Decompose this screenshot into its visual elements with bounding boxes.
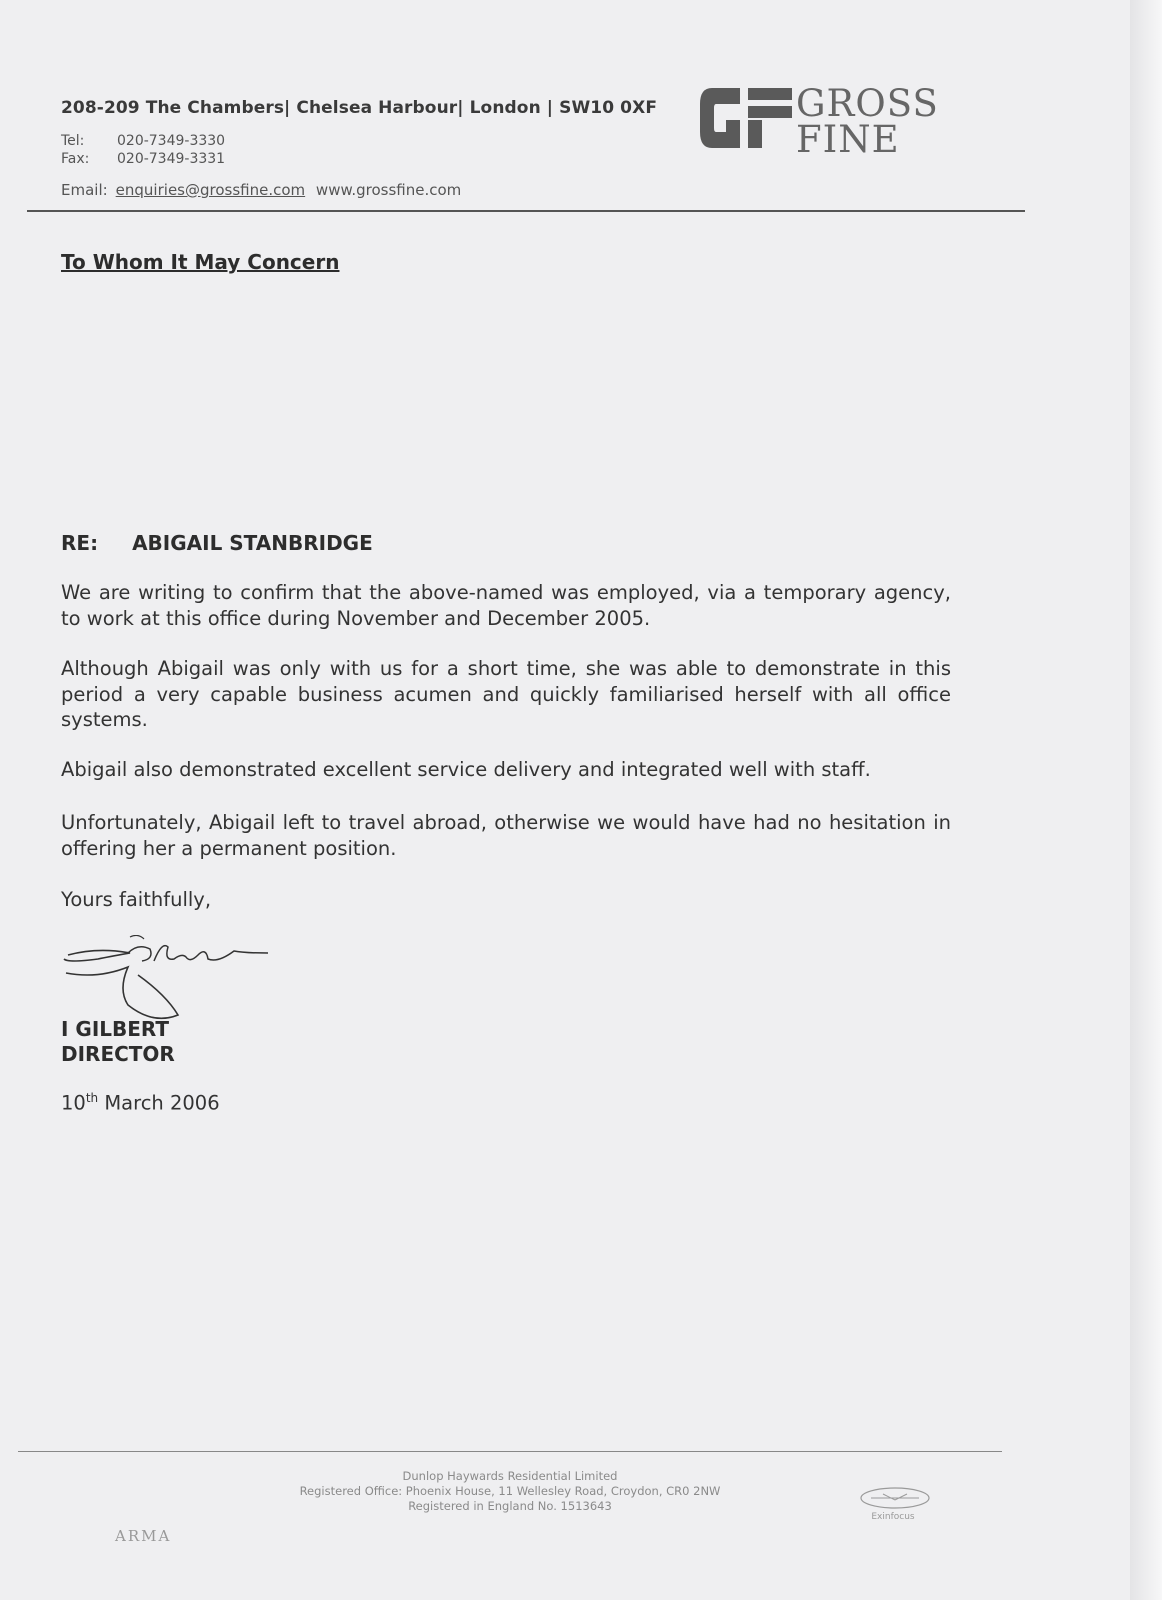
paragraph-2: Although Abigail was only with us for a short time, she was able to demonstrate in this period a very capable business acumen and quickly familiarised herself with all office systems. — [61, 657, 951, 731]
fax-line — [61, 151, 225, 167]
logo-word-fine: FINE — [796, 118, 900, 161]
re-label: RE: — [61, 531, 99, 555]
logo-word-gross: GROSS — [796, 82, 939, 125]
scan-edge — [1130, 0, 1162, 1600]
re-line — [61, 531, 373, 555]
paragraph-4: Unfortunately, Abigail left to travel abroad, otherwise we would have had no hesitation in offering her a permanent position. — [61, 811, 951, 860]
badge-text: Exinfocus — [871, 1512, 915, 1522]
footer-text — [260, 1469, 760, 1514]
footer-divider — [18, 1451, 1002, 1452]
paragraph-3: Abigail also demonstrated excellent service delivery and integrated well with staff. — [61, 758, 871, 781]
signer-title: DIRECTOR — [61, 1042, 175, 1066]
gf-monogram-icon — [698, 84, 798, 164]
email-link[interactable]: enquiries@grossfine.com — [115, 181, 306, 199]
website-link[interactable]: www.grossfine.com — [315, 181, 462, 199]
re-name: ABIGAIL STANBRIDGE — [132, 531, 373, 555]
footer-registration: Registered in England No. 1513643 — [408, 1499, 612, 1513]
email-label: Email: — [61, 181, 108, 199]
footer-company: Dunlop Haywards Residential Limited — [402, 1469, 618, 1483]
date-day: 10 — [61, 1091, 86, 1115]
header-divider — [27, 210, 1025, 212]
date-rest: March 2006 — [98, 1091, 220, 1115]
email-line — [61, 181, 461, 199]
closing: Yours faithfully, — [61, 888, 212, 911]
company-address: 208-209 The Chambers| Chelsea Harbour| London | SW10 0XF — [61, 98, 658, 118]
tel-line — [61, 133, 225, 149]
gross-fine-logo — [698, 84, 948, 164]
fax-number: 020-7349-3331 — [117, 151, 226, 167]
letter-date — [61, 1091, 220, 1115]
paragraph-1: We are writing to confirm that the above-named was employed, via a temporary agency, to work at this office during November and December 2005. — [61, 581, 951, 630]
fax-label: Fax: — [61, 151, 90, 167]
tel-number: 020-7349-3330 — [117, 133, 226, 149]
date-suffix: th — [85, 1091, 99, 1105]
signature — [58, 935, 298, 1025]
tel-label: Tel: — [61, 133, 85, 149]
footer-registered-office: Registered Office: Phoenix House, 11 Wellesley Road, Croydon, CR0 2NW — [299, 1484, 721, 1498]
salutation: To Whom It May Concern — [61, 250, 340, 274]
arma-logo: ARMA — [115, 1527, 172, 1545]
signer-name: I GILBERT — [61, 1017, 170, 1041]
